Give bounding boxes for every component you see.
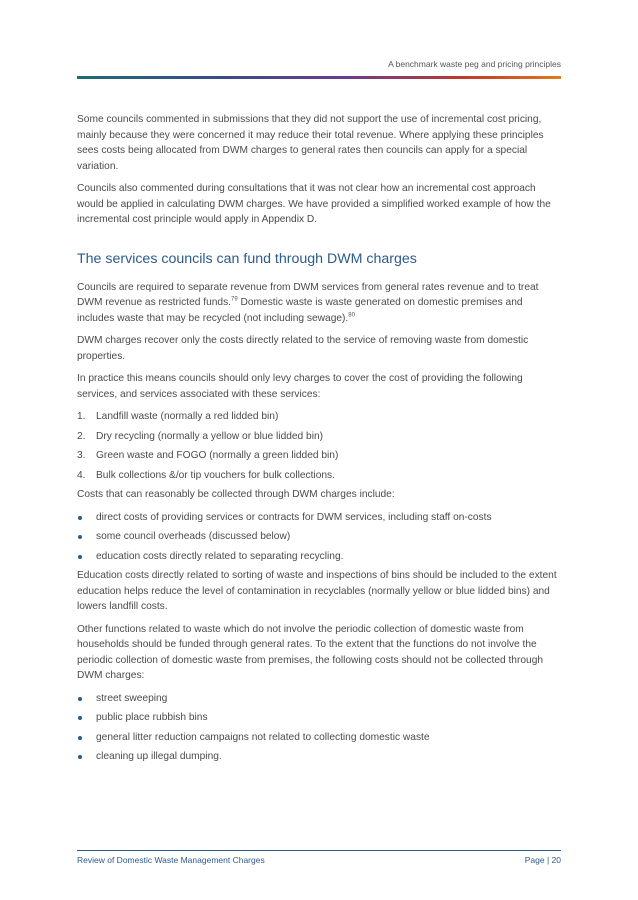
paragraph-costs-include: Costs that can reasonably be collected through DWM charges include: [77,489,395,500]
list-item: direct costs of providing services or contracts for DWM services, including staff on-costs [77,510,561,526]
bullet-icon [78,736,82,740]
paragraph-dwm-charges-recover: DWM charges recover only the costs directly related to the service of removing waste from domestic properties. [77,335,529,362]
bullet-icon [78,716,82,720]
excluded-costs-list [77,691,561,765]
section-heading: The services councils can fund through DWM charges [77,250,417,267]
bullet-icon [78,516,82,520]
footnote-ref-80[interactable]: 80 [348,312,355,319]
list-item: 2. Dry recycling (normally a yellow or blue lidded bin) [77,430,324,442]
header-gradient-rule [77,76,561,79]
running-header: A benchmark waste peg and pricing principles [388,59,561,69]
list-item: general litter reduction campaigns not related to collecting domestic waste [77,730,561,746]
list-item: 4. Bulk collections &/or tip vouchers for bulk collections. [77,469,335,481]
services-list [77,409,561,483]
paragraph-incremental-cost-consultations: Councils also commented during consultations that it was not clear how an incremental cost approach would be applied in calculating DWM charges. We have provided a simplified worked example of how the incremental cost principle would apply in Appendix D. [77,183,551,225]
list-item: 3. Green waste and FOGO (normally a green lidded bin) [77,450,339,461]
list-item: education costs directly related to separating recycling. [77,549,561,565]
costs-list [77,510,561,565]
bullet-icon [78,535,82,539]
paragraph-in-practice: In practice this means councils should only levy charges to cover the cost of providing the following services, and services associated with these services: [77,373,523,400]
bullet-icon [78,697,82,701]
paragraph-other-functions: Other functions related to waste which do not involve the periodic collection of domestic waste from households should be funded through general rates. To the extent that the functions do not involve the periodic collection of domestic waste from premises, the following costs should not be collected through DWM charges: [77,623,544,681]
list-item: public place rubbish bins [77,710,561,726]
page-content [77,112,561,769]
list-item: street sweeping [77,691,561,707]
paragraph-restricted-funds: Councils are required to separate revenue from DWM services from general rates revenue and to treat DWM revenue as restricted funds.$^{79}$ Domestic waste is waste generated on domestic premises and includes waste that may be recycled (not including sewage).$^{80}$ [77,281,539,324]
list-item: some council overheads (discussed below) [77,529,561,545]
footer-document-title: Review of Domestic Waste Management Charges [77,855,265,865]
list-item: cleaning up illegal dumping. [77,749,561,765]
paragraph-incremental-cost-submissions: Some councils commented in submissions that they did not support the use of incremental cost pricing, mainly because they were concerned it may reduce their total revenue. Where applying these principles sees costs being allocated from DWM charges to general rates then councils can apply for a special variation. [77,114,544,172]
footnote-ref-79[interactable]: 79 [231,296,238,303]
footer-page-number: Page | 20 [524,855,561,865]
footer-rule [77,850,561,851]
list-item: 1. Landfill waste (normally a red lidded bin) [77,411,279,422]
bullet-icon [78,555,82,559]
paragraph-education-costs: Education costs directly related to sorting of waste and inspections of bins should be included to the extent education helps reduce the level of contamination in recyclables (normally yellow or blue lidded bins) and lowers landfill costs. [77,570,557,612]
bullet-icon [78,755,82,759]
